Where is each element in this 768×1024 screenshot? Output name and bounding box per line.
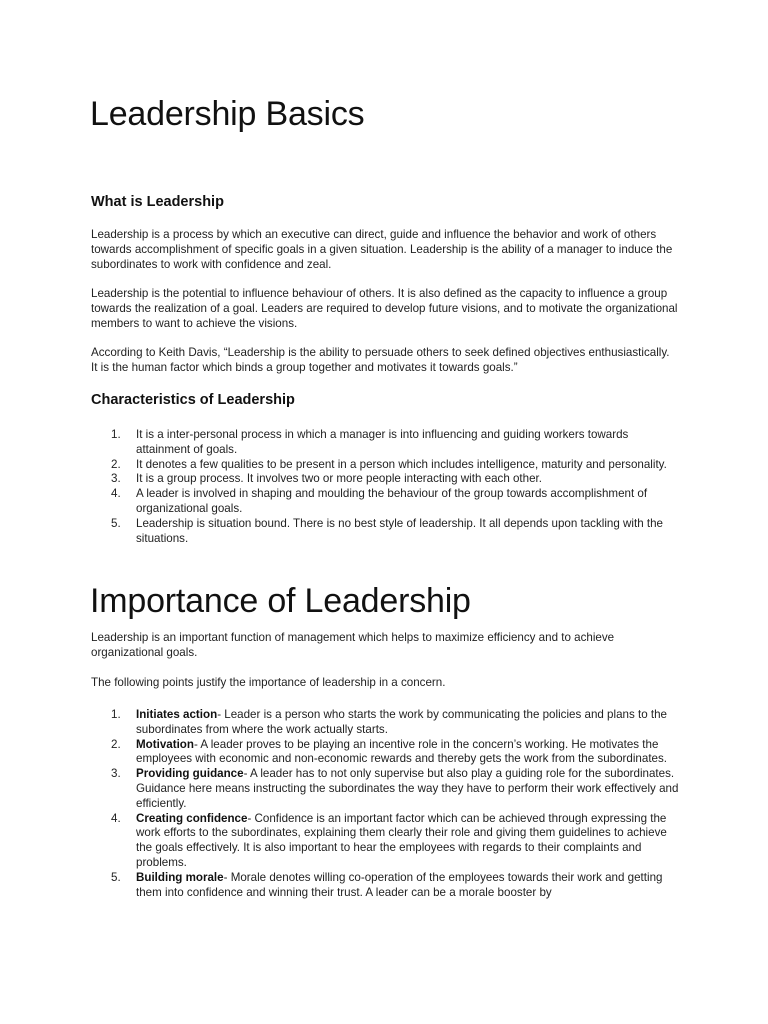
point-term: Building morale [136,870,224,884]
what-is-leadership-heading: What is Leadership [91,194,224,210]
characteristics-heading: Characteristics of Leadership [91,392,295,408]
list-item: 1. It is a inter-personal process in which a manager is into influencing and guiding workers towards attainment of goals. [111,428,629,456]
list-item: 2. It denotes a few qualities to be present in a person which includes intelligence, maturity and personality. [111,457,667,471]
point-term: Creating confidence [136,811,248,825]
list-item: 3. It is a group process. It involves two or more people interacting with each other. [111,472,542,486]
importance-paragraph-1: Leadership is an important function of management which helps to maximize efficiency and to achieve organizational goals. [91,631,615,659]
list-item: 4. Creating confidence- Confidence is an important factor which can be achieved through expressing the work efforts to the subordinates, explaining them clearly their role and giving them guidelines to achieve the goals effectively. It is also important to hear the employees with regards to their complaints and problems. [111,811,667,869]
point-term: Initiates action [136,708,218,721]
list-item: 5. Building morale- Morale denotes willing co-operation of the employees towards their work and getting them into confidence and winning their trust. A leader can be a morale booster by [111,870,663,899]
importance-title: Importance of Leadership [90,582,471,620]
list-item: 1. Initiates action- Leader is a person who starts the work by communicating the policies and plans to the subordinates from where the work actually starts. [111,708,668,736]
list-item: 3. Providing guidance- A leader has to not only supervise but also play a guiding role for the subordinates. Guidance here means instructing the subordinates the way they have to perform their work effectively and efficiently. [111,767,679,810]
list-item: 5. Leadership is situation bound. There is no best style of leadership. It all depends upon tackling with the situations. [111,516,663,545]
what-paragraph-2: Leadership is the potential to influence behaviour of others. It is also defined as the capacity to influence a group towards the realization of a goal. Leaders are required to develop future visions, and to motivate the organizational members to want to achieve the visions. [91,287,678,330]
what-paragraph-3: According to Keith Davis, “Leadership is the ability to persuade others to seek defined objectives enthusiastically. It is the human factor which binds a group together and motivates it towards goals.” [91,346,670,374]
point-term: Providing guidance [136,767,244,781]
what-paragraph-1: Leadership is a process by which an executive can direct, guide and influence the behavior and work of others towards accomplishment of specific goals in a given situation. Leadership is the ability of a manager to induce the subordinates to work with confidence and zeal. [91,228,673,271]
importance-paragraph-2: The following points justify the importance of leadership in a concern. [91,676,446,689]
characteristics-list [91,428,681,546]
importance-list [91,708,681,900]
page-title: Leadership Basics [90,95,365,133]
list-item: 2. Motivation- A leader proves to be playing an incentive role in the concern’s working. He motivates the employees with economic and non-economic rewards and thereby gets the work from the subordinates. [111,737,668,766]
point-term: Motivation [136,737,194,751]
list-item: 4. A leader is involved in shaping and moulding the behaviour of the group towards accomplishment of organizational goals. [111,487,648,515]
